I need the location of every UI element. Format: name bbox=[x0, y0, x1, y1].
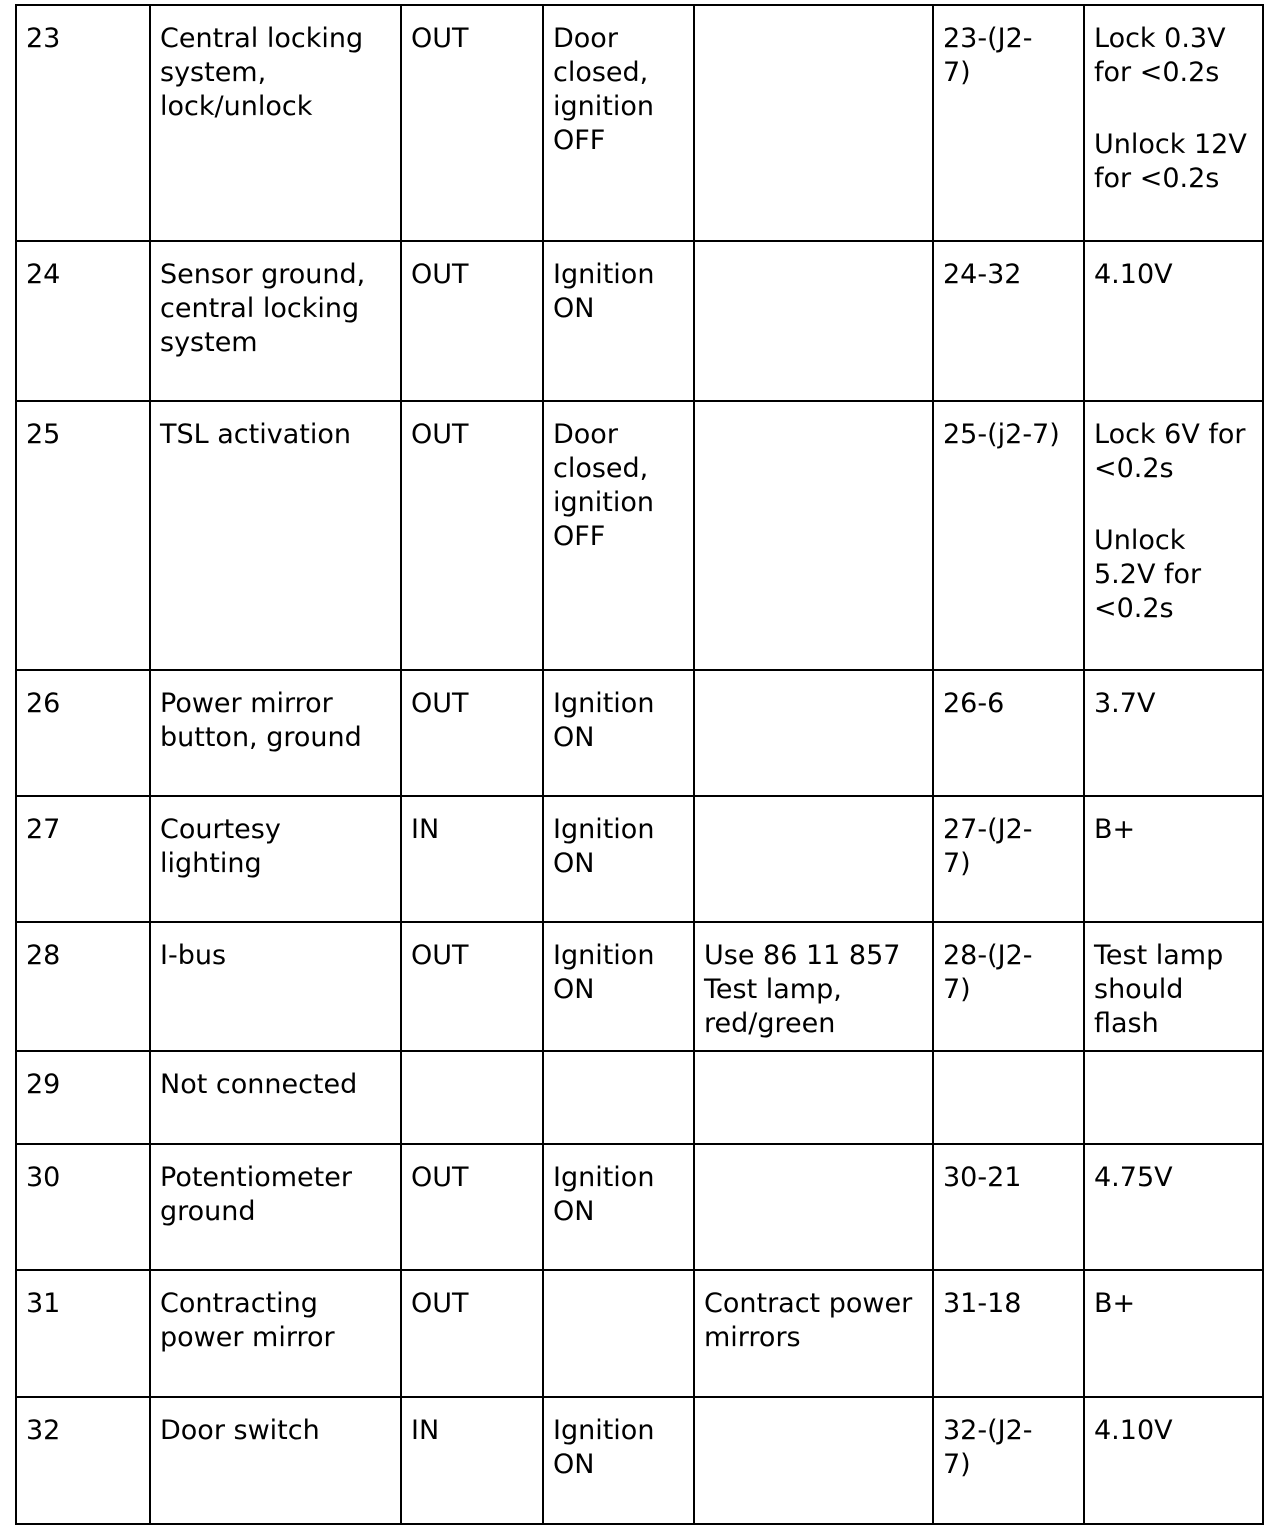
direction-cell bbox=[401, 1397, 543, 1524]
note-cell bbox=[694, 1397, 933, 1524]
function-cell-line: I-bus bbox=[160, 940, 227, 971]
function-cell bbox=[150, 1397, 401, 1524]
value-gap bbox=[1094, 90, 1253, 128]
value-cell bbox=[1084, 1051, 1263, 1144]
direction-cell bbox=[401, 1144, 543, 1270]
condition-cell bbox=[543, 1144, 694, 1270]
value-cell bbox=[1084, 922, 1263, 1051]
measure-cell bbox=[933, 1270, 1084, 1397]
note-cell-line: Test lamp, bbox=[704, 974, 842, 1005]
function-cell-line: TSL activation bbox=[160, 419, 351, 450]
function-cell bbox=[150, 5, 401, 241]
condition-cell-line: Ignition bbox=[553, 1415, 655, 1446]
table-row bbox=[16, 241, 1263, 401]
pin-cell-text: 26 bbox=[26, 688, 61, 719]
function-cell-line: system, bbox=[160, 57, 267, 88]
note-cell-line: Contract power bbox=[704, 1288, 913, 1319]
function-cell-line: Central locking bbox=[160, 23, 364, 54]
pin-table bbox=[15, 4, 1264, 1525]
direction-cell-text: OUT bbox=[411, 940, 469, 971]
pin-cell bbox=[16, 1270, 150, 1397]
condition-cell-line: Ignition bbox=[553, 814, 655, 845]
value-cell-line: flash bbox=[1094, 1008, 1159, 1039]
measure-cell-line: 32-(J2- bbox=[943, 1415, 1033, 1446]
pin-cell-text: 23 bbox=[26, 23, 61, 54]
direction-cell bbox=[401, 1051, 543, 1144]
measure-cell bbox=[933, 796, 1084, 922]
measure-cell bbox=[933, 1051, 1084, 1144]
pin-cell-text: 32 bbox=[26, 1415, 61, 1446]
condition-cell-line: OFF bbox=[553, 125, 606, 156]
condition-cell-line: ON bbox=[553, 1196, 595, 1227]
condition-cell-line: Door bbox=[553, 23, 618, 54]
function-cell bbox=[150, 1051, 401, 1144]
measure-cell-line: 25-(j2-7) bbox=[943, 419, 1060, 450]
measure-cell bbox=[933, 401, 1084, 670]
pin-cell-text: 25 bbox=[26, 419, 61, 450]
table-row bbox=[16, 401, 1263, 670]
function-cell-line: system bbox=[160, 327, 258, 358]
value-cell-line: B+ bbox=[1094, 1288, 1136, 1319]
pin-cell bbox=[16, 796, 150, 922]
function-cell-line: Power mirror bbox=[160, 688, 333, 719]
pin-cell-text: 24 bbox=[26, 259, 61, 290]
value-gap bbox=[1094, 486, 1253, 524]
function-cell-line: Not connected bbox=[160, 1069, 358, 1100]
condition-cell-line: Ignition bbox=[553, 1162, 655, 1193]
table-row bbox=[16, 922, 1263, 1051]
function-cell-line: Sensor ground, bbox=[160, 259, 366, 290]
direction-cell-text: OUT bbox=[411, 23, 469, 54]
value-cell-line: 4.10V bbox=[1094, 1415, 1173, 1446]
direction-cell-text: OUT bbox=[411, 688, 469, 719]
function-cell bbox=[150, 922, 401, 1051]
condition-cell-line: Ignition bbox=[553, 259, 655, 290]
pin-cell bbox=[16, 1397, 150, 1524]
direction-cell-text: IN bbox=[411, 814, 440, 845]
measure-cell-line: 7) bbox=[943, 57, 971, 88]
value-cell-line: 4.75V bbox=[1094, 1162, 1173, 1193]
table-row bbox=[16, 796, 1263, 922]
measure-cell-line: 23-(J2- bbox=[943, 23, 1033, 54]
value-cell-line: B+ bbox=[1094, 814, 1136, 845]
condition-cell-line: closed, bbox=[553, 453, 649, 484]
value-cell-line: should bbox=[1094, 974, 1184, 1005]
pin-table-body bbox=[16, 5, 1263, 1524]
measure-cell-line: 24-32 bbox=[943, 259, 1022, 290]
table-row bbox=[16, 1270, 1263, 1397]
note-cell bbox=[694, 5, 933, 241]
value-cell bbox=[1084, 1144, 1263, 1270]
direction-cell bbox=[401, 796, 543, 922]
function-cell bbox=[150, 670, 401, 796]
value-cell-line: 4.10V bbox=[1094, 259, 1173, 290]
function-cell-line: Contracting bbox=[160, 1288, 318, 1319]
note-cell bbox=[694, 241, 933, 401]
pin-cell-text: 29 bbox=[26, 1069, 61, 1100]
measure-cell bbox=[933, 5, 1084, 241]
note-cell bbox=[694, 1144, 933, 1270]
function-cell bbox=[150, 1270, 401, 1397]
direction-cell bbox=[401, 670, 543, 796]
value-cell bbox=[1084, 670, 1263, 796]
function-cell-line: central locking bbox=[160, 293, 360, 324]
direction-cell-text: OUT bbox=[411, 1162, 469, 1193]
function-cell bbox=[150, 241, 401, 401]
function-cell-line: Potentiometer bbox=[160, 1162, 352, 1193]
condition-cell-line: Ignition bbox=[553, 940, 655, 971]
measure-cell bbox=[933, 241, 1084, 401]
measure-cell bbox=[933, 1144, 1084, 1270]
value-cell-line: Lock 0.3V bbox=[1094, 23, 1226, 54]
condition-cell-line: ON bbox=[553, 293, 595, 324]
pin-cell bbox=[16, 401, 150, 670]
condition-cell-line: OFF bbox=[553, 521, 606, 552]
pin-cell bbox=[16, 1144, 150, 1270]
note-cell-line: mirrors bbox=[704, 1322, 801, 1353]
condition-cell-line: ON bbox=[553, 1449, 595, 1480]
pin-cell bbox=[16, 5, 150, 241]
value-cell bbox=[1084, 5, 1263, 241]
measure-cell-line: 7) bbox=[943, 848, 971, 879]
condition-cell bbox=[543, 1051, 694, 1144]
note-cell bbox=[694, 796, 933, 922]
function-cell-line: ground bbox=[160, 1196, 256, 1227]
direction-cell bbox=[401, 1270, 543, 1397]
condition-cell bbox=[543, 401, 694, 670]
value-cell-line: 3.7V bbox=[1094, 688, 1156, 719]
value-cell-line: Unlock 12V bbox=[1094, 129, 1247, 160]
pin-cell bbox=[16, 1051, 150, 1144]
measure-cell-line: 30-21 bbox=[943, 1162, 1022, 1193]
function-cell-line: button, ground bbox=[160, 722, 362, 753]
value-cell-line: Lock 6V for bbox=[1094, 419, 1246, 450]
table-row bbox=[16, 670, 1263, 796]
note-cell bbox=[694, 922, 933, 1051]
function-cell-line: lighting bbox=[160, 848, 262, 879]
value-cell-line: <0.2s bbox=[1094, 453, 1174, 484]
value-cell-line: for <0.2s bbox=[1094, 57, 1220, 88]
pin-cell-text: 31 bbox=[26, 1288, 61, 1319]
direction-cell bbox=[401, 401, 543, 670]
measure-cell-line: 26-6 bbox=[943, 688, 1005, 719]
direction-cell bbox=[401, 5, 543, 241]
direction-cell-text: IN bbox=[411, 1415, 440, 1446]
condition-cell-line: closed, bbox=[553, 57, 649, 88]
measure-cell bbox=[933, 1397, 1084, 1524]
value-cell-line: 5.2V for bbox=[1094, 559, 1202, 590]
value-cell-line: Test lamp bbox=[1094, 940, 1224, 971]
condition-cell-line: ignition bbox=[553, 91, 654, 122]
table-row bbox=[16, 1051, 1263, 1144]
condition-cell-line: ON bbox=[553, 974, 595, 1005]
note-cell-line: red/green bbox=[704, 1008, 836, 1039]
condition-cell bbox=[543, 1270, 694, 1397]
note-cell bbox=[694, 1270, 933, 1397]
function-cell bbox=[150, 796, 401, 922]
condition-cell bbox=[543, 922, 694, 1051]
pin-cell-text: 28 bbox=[26, 940, 61, 971]
function-cell-line: lock/unlock bbox=[160, 91, 313, 122]
function-cell-line: Door switch bbox=[160, 1415, 320, 1446]
value-cell-line: <0.2s bbox=[1094, 593, 1174, 624]
measure-cell-line: 27-(J2- bbox=[943, 814, 1033, 845]
value-cell-line: for <0.2s bbox=[1094, 163, 1220, 194]
direction-cell bbox=[401, 922, 543, 1051]
note-cell bbox=[694, 1051, 933, 1144]
value-cell bbox=[1084, 1397, 1263, 1524]
condition-cell-line: ON bbox=[553, 848, 595, 879]
table-row bbox=[16, 5, 1263, 241]
condition-cell bbox=[543, 1397, 694, 1524]
pin-cell bbox=[16, 922, 150, 1051]
pin-cell-text: 27 bbox=[26, 814, 61, 845]
condition-cell-line: Door bbox=[553, 419, 618, 450]
function-cell bbox=[150, 401, 401, 670]
function-cell bbox=[150, 1144, 401, 1270]
pin-cell-text: 30 bbox=[26, 1162, 61, 1193]
function-cell-line: power mirror bbox=[160, 1322, 335, 1353]
pin-cell bbox=[16, 670, 150, 796]
measure-cell-line: 7) bbox=[943, 1449, 971, 1480]
direction-cell-text: OUT bbox=[411, 1288, 469, 1319]
condition-cell bbox=[543, 670, 694, 796]
direction-cell-text: OUT bbox=[411, 259, 469, 290]
condition-cell-line: Ignition bbox=[553, 688, 655, 719]
value-cell bbox=[1084, 401, 1263, 670]
table-row bbox=[16, 1397, 1263, 1524]
note-cell bbox=[694, 401, 933, 670]
direction-cell bbox=[401, 241, 543, 401]
condition-cell-line: ON bbox=[553, 722, 595, 753]
table-row bbox=[16, 1144, 1263, 1270]
note-cell-line: Use 86 11 857 bbox=[704, 940, 901, 971]
measure-cell bbox=[933, 922, 1084, 1051]
condition-cell-line: ignition bbox=[553, 487, 654, 518]
condition-cell bbox=[543, 796, 694, 922]
condition-cell bbox=[543, 5, 694, 241]
value-cell bbox=[1084, 241, 1263, 401]
note-cell bbox=[694, 670, 933, 796]
value-cell-line: Unlock bbox=[1094, 525, 1186, 556]
measure-cell-line: 28-(J2- bbox=[943, 940, 1033, 971]
value-cell bbox=[1084, 1270, 1263, 1397]
direction-cell-text: OUT bbox=[411, 419, 469, 450]
condition-cell bbox=[543, 241, 694, 401]
pin-cell bbox=[16, 241, 150, 401]
measure-cell-line: 7) bbox=[943, 974, 971, 1005]
value-cell bbox=[1084, 796, 1263, 922]
measure-cell-line: 31-18 bbox=[943, 1288, 1022, 1319]
function-cell-line: Courtesy bbox=[160, 814, 281, 845]
measure-cell bbox=[933, 670, 1084, 796]
